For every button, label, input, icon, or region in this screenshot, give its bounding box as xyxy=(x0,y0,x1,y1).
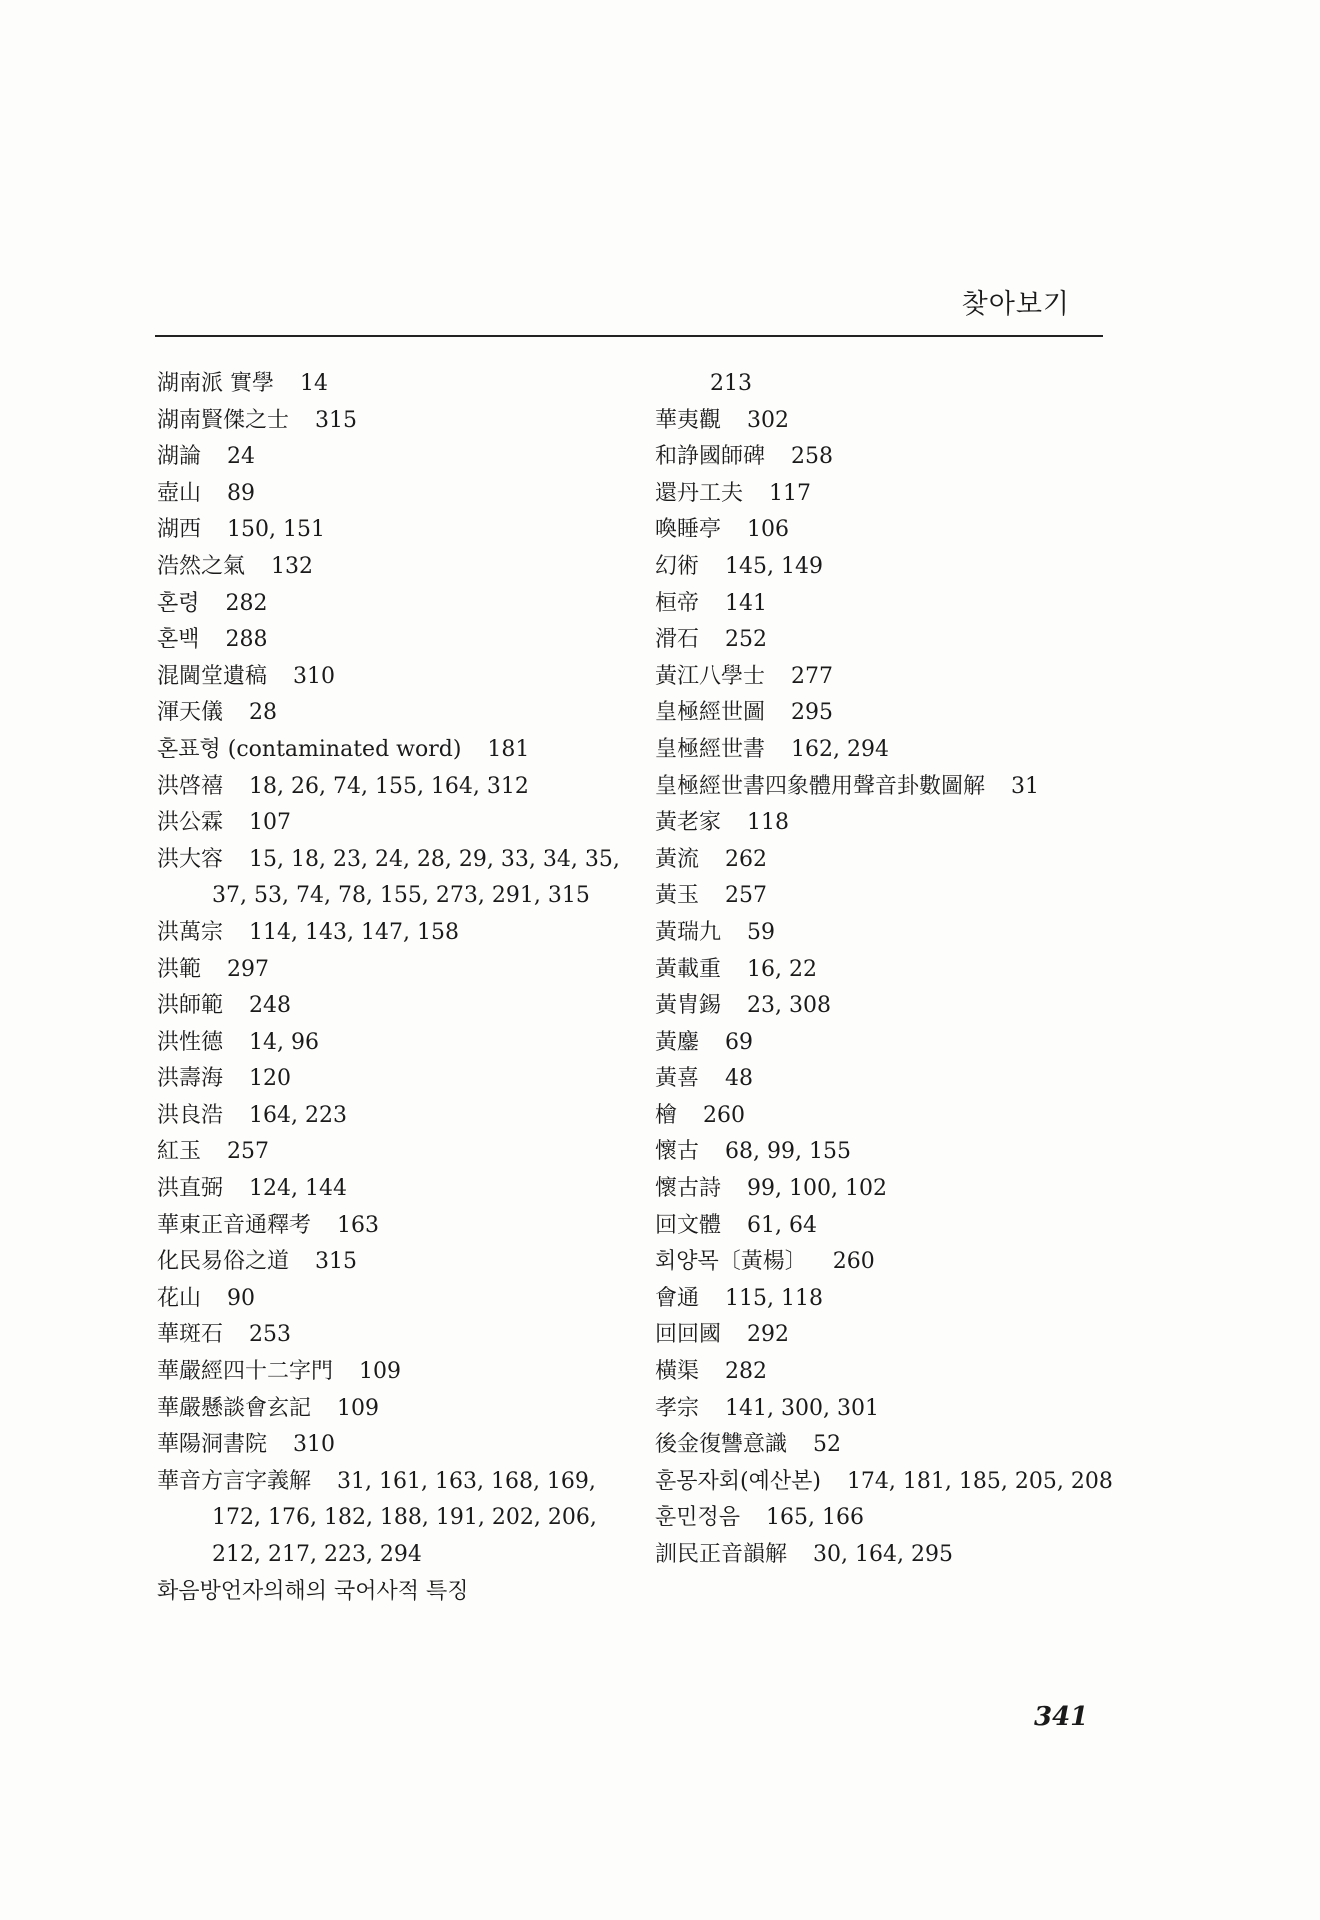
index-term: 混閫堂遺稿 xyxy=(157,663,268,689)
index-term: 浩然之氣 xyxy=(157,553,246,579)
index-pages: 117 xyxy=(769,480,812,506)
index-pages: 106 xyxy=(747,517,790,543)
index-term: 洪大容 xyxy=(157,846,224,872)
index-pages: 292 xyxy=(747,1322,790,1348)
index-pages: 257 xyxy=(725,883,768,909)
index-entry xyxy=(655,549,1125,586)
index-entry xyxy=(157,622,627,659)
index-entry xyxy=(655,1025,1125,1062)
index-pages: 28 xyxy=(249,700,278,726)
index-entry xyxy=(157,1134,627,1171)
index-pages: 141 xyxy=(725,590,768,616)
index-term: 黃流 xyxy=(655,846,700,872)
index-entry xyxy=(157,1281,627,1318)
index-entry xyxy=(157,732,627,769)
index-term: 湖西 xyxy=(157,517,202,543)
index-pages: 262 xyxy=(725,846,768,872)
index-entry xyxy=(655,439,1125,476)
index-entry xyxy=(157,1427,627,1464)
index-pages: 24 xyxy=(227,444,256,470)
index-term: 洪師範 xyxy=(157,993,224,1019)
index-pages: 260 xyxy=(703,1102,746,1128)
index-pages: 315 xyxy=(315,1249,358,1275)
page-number: 341 xyxy=(1034,1702,1089,1732)
index-entry xyxy=(655,952,1125,989)
index-pages: 297 xyxy=(227,956,270,982)
index-pages: 277 xyxy=(791,663,834,689)
index-pages: 310 xyxy=(293,663,336,689)
index-term: 혼표형 (contaminated word) xyxy=(157,736,462,762)
index-pages: 15, 18, 23, 24, 28, 29, 33, 34, 35, 37, 53, 74, 78, 155, 273, 291, 315 xyxy=(212,846,620,909)
index-pages: 315 xyxy=(315,407,358,433)
index-column-left xyxy=(157,366,627,1610)
index-pages: 89 xyxy=(227,480,256,506)
index-entry xyxy=(655,1281,1125,1318)
index-entry xyxy=(655,1317,1125,1354)
index-entry xyxy=(655,659,1125,696)
index-term: 湖南派 實學 xyxy=(157,371,274,396)
index-entry xyxy=(655,1500,1125,1537)
index-entry xyxy=(157,1464,627,1574)
index-pages: 23, 308 xyxy=(747,993,831,1019)
index-entry xyxy=(157,695,627,732)
index-term: 會通 xyxy=(655,1285,700,1311)
index-term: 洪良浩 xyxy=(157,1102,224,1128)
index-term: 혼령 xyxy=(157,590,200,616)
index-entry xyxy=(157,512,627,549)
index-entry xyxy=(655,1354,1125,1391)
index-pages: 257 xyxy=(227,1139,270,1165)
index-entry xyxy=(655,878,1125,915)
index-term: 湖論 xyxy=(157,444,202,470)
index-entry xyxy=(157,915,627,952)
index-pages: 295 xyxy=(791,700,834,726)
index-term: 湖南賢傑之士 xyxy=(157,407,290,433)
index-pages: 99, 100, 102 xyxy=(747,1176,887,1202)
index-entry xyxy=(655,1244,1125,1281)
index-pages: 252 xyxy=(725,627,768,653)
index-pages: 248 xyxy=(249,993,292,1019)
index-entry xyxy=(655,1061,1125,1098)
index-pages: 18, 26, 74, 155, 164, 312 xyxy=(249,773,529,799)
index-entry xyxy=(157,1391,627,1428)
index-entry xyxy=(157,366,627,403)
index-term: 渾天儀 xyxy=(157,700,224,726)
index-term: 華夷觀 xyxy=(655,407,722,433)
index-term: 桓帝 xyxy=(655,590,700,616)
index-pages: 31 xyxy=(1011,773,1040,799)
index-entry xyxy=(655,805,1125,842)
index-entry xyxy=(655,586,1125,623)
index-term: 洪壽海 xyxy=(157,1066,224,1092)
index-pages: 61, 64 xyxy=(747,1212,817,1238)
index-entry xyxy=(157,769,627,806)
index-pages: 107 xyxy=(249,810,292,836)
index-entry xyxy=(157,952,627,989)
index-entry xyxy=(157,1317,627,1354)
index-pages: 162, 294 xyxy=(791,736,889,762)
index-pages: 302 xyxy=(747,407,790,433)
index-term: 華音方言字義解 xyxy=(157,1468,312,1494)
index-pages: 68, 99, 155 xyxy=(725,1139,851,1165)
index-term: 幻術 xyxy=(655,553,700,579)
index-entry xyxy=(157,1354,627,1391)
index-entry xyxy=(655,622,1125,659)
index-entry xyxy=(157,1098,627,1135)
index-entry xyxy=(157,403,627,440)
index-pages: 115, 118 xyxy=(725,1285,823,1311)
index-pages: 132 xyxy=(271,553,314,579)
index-entry xyxy=(157,1061,627,1098)
index-term: 훈민정음 xyxy=(655,1505,741,1531)
index-pages: 260 xyxy=(832,1249,875,1275)
index-term: 훈몽자회(예산본) xyxy=(655,1468,821,1494)
index-term: 皇極經世圖 xyxy=(655,700,766,726)
index-pages: 163 xyxy=(337,1212,380,1238)
index-term: 還丹工夫 xyxy=(655,480,744,506)
index-pages: 288 xyxy=(225,627,268,653)
index-term: 洪性德 xyxy=(157,1029,224,1055)
index-term: 혼백 xyxy=(157,627,200,653)
index-pages: 282 xyxy=(725,1359,768,1385)
index-entry xyxy=(655,476,1125,513)
index-pages: 165, 166 xyxy=(766,1505,864,1531)
index-term: 壺山 xyxy=(157,480,202,506)
index-term: 喚睡亭 xyxy=(655,517,722,543)
index-term: 滑石 xyxy=(655,627,700,653)
index-term: 橫渠 xyxy=(655,1359,700,1385)
index-term: 黃江八學士 xyxy=(655,663,766,689)
index-term: 懷古 xyxy=(655,1139,700,1165)
index-pages: 310 xyxy=(293,1432,336,1458)
index-entry xyxy=(655,732,1125,769)
index-term: 華東正音通釋考 xyxy=(157,1212,312,1238)
running-header: 찾아보기 xyxy=(961,289,1070,320)
index-entry xyxy=(655,769,1125,806)
index-entry xyxy=(157,659,627,696)
index-entry xyxy=(157,842,627,915)
index-pages: 69 xyxy=(725,1029,754,1055)
index-term: 化民易俗之道 xyxy=(157,1249,290,1275)
index-term: 皇極經世書 xyxy=(655,736,766,762)
index-term: 孝宗 xyxy=(655,1395,700,1421)
index-entry xyxy=(655,695,1125,732)
index-term: 和諍國師碑 xyxy=(655,444,766,470)
index-term: 화음방언자의해의 국어사적 특징 xyxy=(157,1578,469,1604)
index-pages: 109 xyxy=(359,1359,402,1385)
index-term: 洪公霖 xyxy=(157,810,224,836)
index-pages: 48 xyxy=(725,1066,754,1092)
index-pages: 114, 143, 147, 158 xyxy=(249,919,459,945)
index-entry xyxy=(655,1427,1125,1464)
index-entry xyxy=(655,512,1125,549)
index-pages: 90 xyxy=(227,1285,256,1311)
index-term: 紅玉 xyxy=(157,1139,202,1165)
index-term: 花山 xyxy=(157,1285,202,1311)
index-entry xyxy=(655,915,1125,952)
index-term: 黃胄錫 xyxy=(655,993,722,1019)
index-pages: 52 xyxy=(813,1432,842,1458)
index-pages: 14 xyxy=(300,371,328,396)
index-term: 華嚴懸談會玄記 xyxy=(157,1395,312,1421)
index-term: 華陽洞書院 xyxy=(157,1432,268,1458)
index-pages: 150, 151 xyxy=(227,517,325,543)
index-entry xyxy=(655,1208,1125,1245)
index-pages: 164, 223 xyxy=(249,1102,347,1128)
index-pages: 213 xyxy=(710,371,752,396)
index-entry xyxy=(655,403,1125,440)
index-term: 懷古詩 xyxy=(655,1176,722,1202)
index-pages: 31, 161, 163, 168, 169, 172, 176, 182, 188, 191, 202, 206, 212, 217, 223, 294 xyxy=(212,1468,597,1567)
index-entry xyxy=(655,1134,1125,1171)
index-entry xyxy=(157,586,627,623)
index-term: 黃載重 xyxy=(655,956,722,982)
index-term: 黃玉 xyxy=(655,883,700,909)
index-term: 後金復讐意識 xyxy=(655,1432,788,1458)
index-pages: 124, 144 xyxy=(249,1176,347,1202)
index-term: 黃鏖 xyxy=(655,1029,700,1055)
index-term: 黃喜 xyxy=(655,1066,700,1092)
index-term: 皇極經世書四象體用聲音卦數圖解 xyxy=(655,773,986,799)
index-term: 回文體 xyxy=(655,1212,722,1238)
index-entry xyxy=(655,1391,1125,1428)
index-term: 華嚴經四十二字門 xyxy=(157,1359,334,1385)
index-term: 檜 xyxy=(655,1102,678,1128)
index-entry xyxy=(157,476,627,513)
index-term: 회양목〔黃楊〕 xyxy=(655,1249,807,1275)
index-term: 華斑石 xyxy=(157,1322,224,1348)
index-pages: 118 xyxy=(747,810,790,836)
index-entry xyxy=(157,805,627,842)
index-entry xyxy=(157,1171,627,1208)
index-term: 黃老家 xyxy=(655,810,722,836)
index-pages: 109 xyxy=(337,1395,380,1421)
index-term: 洪範 xyxy=(157,956,202,982)
index-pages: 145, 149 xyxy=(725,553,823,579)
index-entry xyxy=(157,1208,627,1245)
index-term: 黃瑞九 xyxy=(655,919,722,945)
index-entry xyxy=(655,842,1125,879)
index-pages: 14, 96 xyxy=(249,1029,319,1055)
index-pages: 30, 164, 295 xyxy=(813,1542,953,1567)
index-pages: 282 xyxy=(225,590,268,616)
index-entry xyxy=(655,1171,1125,1208)
index-pages: 253 xyxy=(249,1322,292,1348)
index-entry xyxy=(655,988,1125,1025)
header-rule xyxy=(155,335,1103,337)
index-entry xyxy=(655,1537,1125,1574)
index-pages: 181 xyxy=(487,736,530,762)
index-column-right xyxy=(655,366,1125,1574)
index-entry xyxy=(157,549,627,586)
index-term: 洪直弼 xyxy=(157,1176,224,1202)
index-entry xyxy=(157,988,627,1025)
index-pages: 258 xyxy=(791,444,834,470)
index-entry xyxy=(157,1025,627,1062)
index-entry xyxy=(157,1574,627,1611)
index-entry xyxy=(655,1098,1125,1135)
index-pages: 120 xyxy=(249,1066,292,1092)
index-pages: 16, 22 xyxy=(747,956,817,982)
index-pages: 141, 300, 301 xyxy=(725,1395,879,1421)
index-term: 洪萬宗 xyxy=(157,919,224,945)
index-entry xyxy=(157,439,627,476)
index-entry xyxy=(157,1244,627,1281)
index-entry xyxy=(655,1464,1125,1501)
index-entry xyxy=(655,366,1125,403)
index-term: 回回國 xyxy=(655,1322,722,1348)
index-pages: 59 xyxy=(747,919,776,945)
index-term: 洪啓禧 xyxy=(157,773,224,799)
index-pages: 174, 181, 185, 205, 208 xyxy=(846,1468,1113,1494)
index-term: 訓民正音韻解 xyxy=(655,1542,788,1567)
